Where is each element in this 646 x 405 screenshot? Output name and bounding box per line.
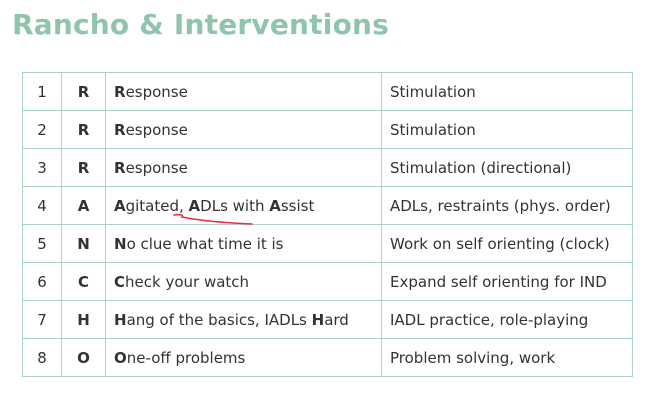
rancho-table	[22, 72, 633, 377]
mnemonic-phrase-cell	[106, 111, 382, 149]
table-row	[23, 339, 633, 377]
mnemonic-key-letter: A	[114, 196, 126, 215]
mnemonic-key-letter: C	[114, 272, 126, 291]
table-row	[23, 301, 633, 339]
table-row	[23, 111, 633, 149]
intervention-cell: Work on self orienting (clock)	[382, 225, 633, 263]
mnemonic-letter-cell: O	[62, 339, 106, 377]
mnemonic-text: ard	[324, 310, 349, 329]
table-row	[23, 263, 633, 301]
mnemonic-phrase-cell	[106, 301, 382, 339]
intervention-cell: Expand self orienting for IND	[382, 263, 633, 301]
mnemonic-phrase-cell	[106, 339, 382, 377]
intervention-cell: ADLs, restraints (phys. order)	[382, 187, 633, 225]
mnemonic-key-letter: R	[114, 158, 126, 177]
mnemonic-letter-cell: H	[62, 301, 106, 339]
mnemonic-key-letter: R	[114, 82, 126, 101]
level-number-cell: 2	[23, 111, 62, 149]
table-row	[23, 187, 633, 225]
mnemonic-key-letter: R	[114, 120, 126, 139]
table-row	[23, 73, 633, 111]
level-number-cell: 6	[23, 263, 62, 301]
mnemonic-text: gitated,	[125, 196, 189, 215]
mnemonic-phrase-cell	[106, 187, 382, 225]
mnemonic-text: ne-off problems	[126, 348, 246, 367]
level-number-cell: 5	[23, 225, 62, 263]
mnemonic-text: ang of the basics, IADLs	[126, 310, 312, 329]
mnemonic-letter-cell: C	[62, 263, 106, 301]
level-number-cell: 8	[23, 339, 62, 377]
rancho-table-body	[23, 73, 633, 377]
level-number-cell: 4	[23, 187, 62, 225]
level-number-cell: 1	[23, 73, 62, 111]
page-title: Rancho & Interventions	[12, 8, 389, 41]
mnemonic-text: esponse	[125, 120, 188, 139]
table-row	[23, 225, 633, 263]
mnemonic-key-letter: O	[114, 348, 127, 367]
mnemonic-text: esponse	[125, 158, 188, 177]
mnemonic-text: heck your watch	[125, 272, 250, 291]
mnemonic-phrase-cell	[106, 225, 382, 263]
mnemonic-letter-cell: N	[62, 225, 106, 263]
mnemonic-key-letter: H	[311, 310, 325, 329]
intervention-cell: Stimulation (directional)	[382, 149, 633, 187]
level-number-cell: 3	[23, 149, 62, 187]
mnemonic-key-letter: H	[114, 310, 127, 329]
mnemonic-key-letter: A	[188, 196, 201, 215]
table-row	[23, 149, 633, 187]
mnemonic-text: esponse	[125, 82, 188, 101]
mnemonic-key-letter: N	[114, 234, 127, 253]
mnemonic-letter-cell: R	[62, 149, 106, 187]
mnemonic-key-letter: A	[269, 196, 281, 215]
mnemonic-phrase-cell	[106, 263, 382, 301]
intervention-cell: IADL practice, role-playing	[382, 301, 633, 339]
intervention-cell: Stimulation	[382, 111, 633, 149]
mnemonic-letter-cell: R	[62, 111, 106, 149]
mnemonic-text: o clue what time it is	[126, 234, 284, 253]
intervention-cell: Stimulation	[382, 73, 633, 111]
mnemonic-phrase-cell	[106, 73, 382, 111]
level-number-cell: 7	[23, 301, 62, 339]
intervention-cell: Problem solving, work	[382, 339, 633, 377]
mnemonic-text: DLs with	[200, 196, 270, 215]
mnemonic-phrase-cell	[106, 149, 382, 187]
mnemonic-text: ssist	[280, 196, 315, 215]
mnemonic-letter-cell: A	[62, 187, 106, 225]
mnemonic-letter-cell: R	[62, 73, 106, 111]
